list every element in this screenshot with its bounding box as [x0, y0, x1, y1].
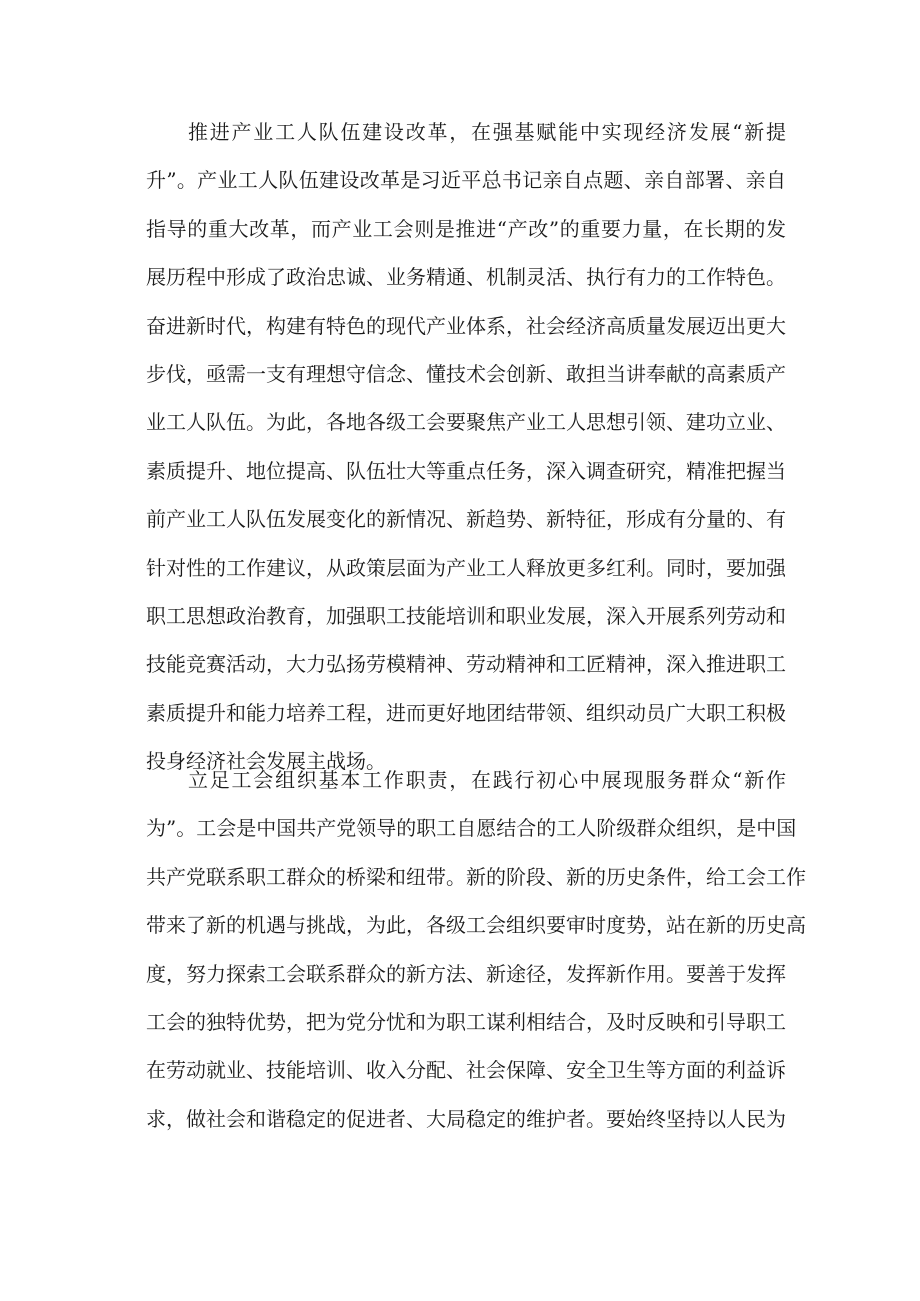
text-line: 业工人队伍。为此，各地各级工会要聚焦产业工人思想引领、建功立业、: [146, 410, 786, 435]
text-line: 针对性的工作建议，从政策层面为产业工人释放更多红利。同时，要加强: [146, 555, 786, 580]
text-line: 展历程中形成了政治忠诚、业务精通、机制灵活、执行有力的工作特色。: [146, 265, 786, 290]
text-line: 职工思想政治教育，加强职工技能培训和职业发展，深入开展系列劳动和: [146, 603, 786, 628]
text-line: 立足工会组织基本工作职责，在践行初心中展现服务群众“新作: [188, 768, 786, 792]
text-line: 工会的独特优势，把为党分忧和为职工谋利相结合，及时反映和引导职工: [146, 1009, 786, 1034]
text-line: 指导的重大改革，而产业工会则是推进“产改”的重要力量，在长期的发: [146, 216, 786, 241]
text-line: 素质提升、地位提高、队伍壮大等重点任务，深入调查研究，精准把握当: [146, 458, 786, 483]
text-line: 投身经济社会发展主战场。: [146, 749, 386, 774]
text-line: 技能竞赛活动，大力弘扬劳模精神、劳动精神和工匠精神，深入推进职工: [146, 652, 786, 677]
text-line: 求，做社会和谐稳定的促进者、大局稳定的维护者。要始终坚持以人民为: [146, 1106, 786, 1131]
text-line: 前产业工人队伍发展变化的新情况、新趋势、新特征，形成有分量的、有: [146, 507, 786, 532]
text-line: 奋进新时代，构建有特色的现代产业体系，社会经济高质量发展迈出更大: [146, 313, 786, 338]
text-line: 度，努力探索工会联系群众的新方法、新途径，发挥新作用。要善于发挥: [146, 961, 786, 986]
text-line: 为”。工会是中国共产党领导的职工自愿结合的工人阶级群众组织，是中国: [146, 816, 797, 841]
text-line: 升”。产业工人队伍建设改革是习近平总书记亲自点题、亲自部署、亲自: [146, 168, 786, 193]
paragraph-industrial-workers-reform: [146, 108, 786, 785]
paragraph-union-basic-duties: [146, 756, 806, 1143]
text-line: 共产党联系职工群众的桥梁和纽带。新的阶段、新的历史条件，给工会工作: [146, 864, 806, 889]
text-line: 带来了新的机遇与挑战，为此，各级工会组织要审时度势，站在新的历史高: [146, 913, 806, 938]
text-line: 素质提升和能力培养工程，进而更好地团结带领、组织动员广大职工积极: [146, 700, 786, 725]
text-line: 在劳动就业、技能培训、收入分配、社会保障、安全卫生等方面的利益诉: [146, 1058, 786, 1083]
text-line: 步伐，亟需一支有理想守信念、懂技术会创新、敢担当讲奉献的高素质产: [146, 361, 786, 386]
text-line: 推进产业工人队伍建设改革，在强基赋能中实现经济发展“新提: [188, 120, 786, 144]
